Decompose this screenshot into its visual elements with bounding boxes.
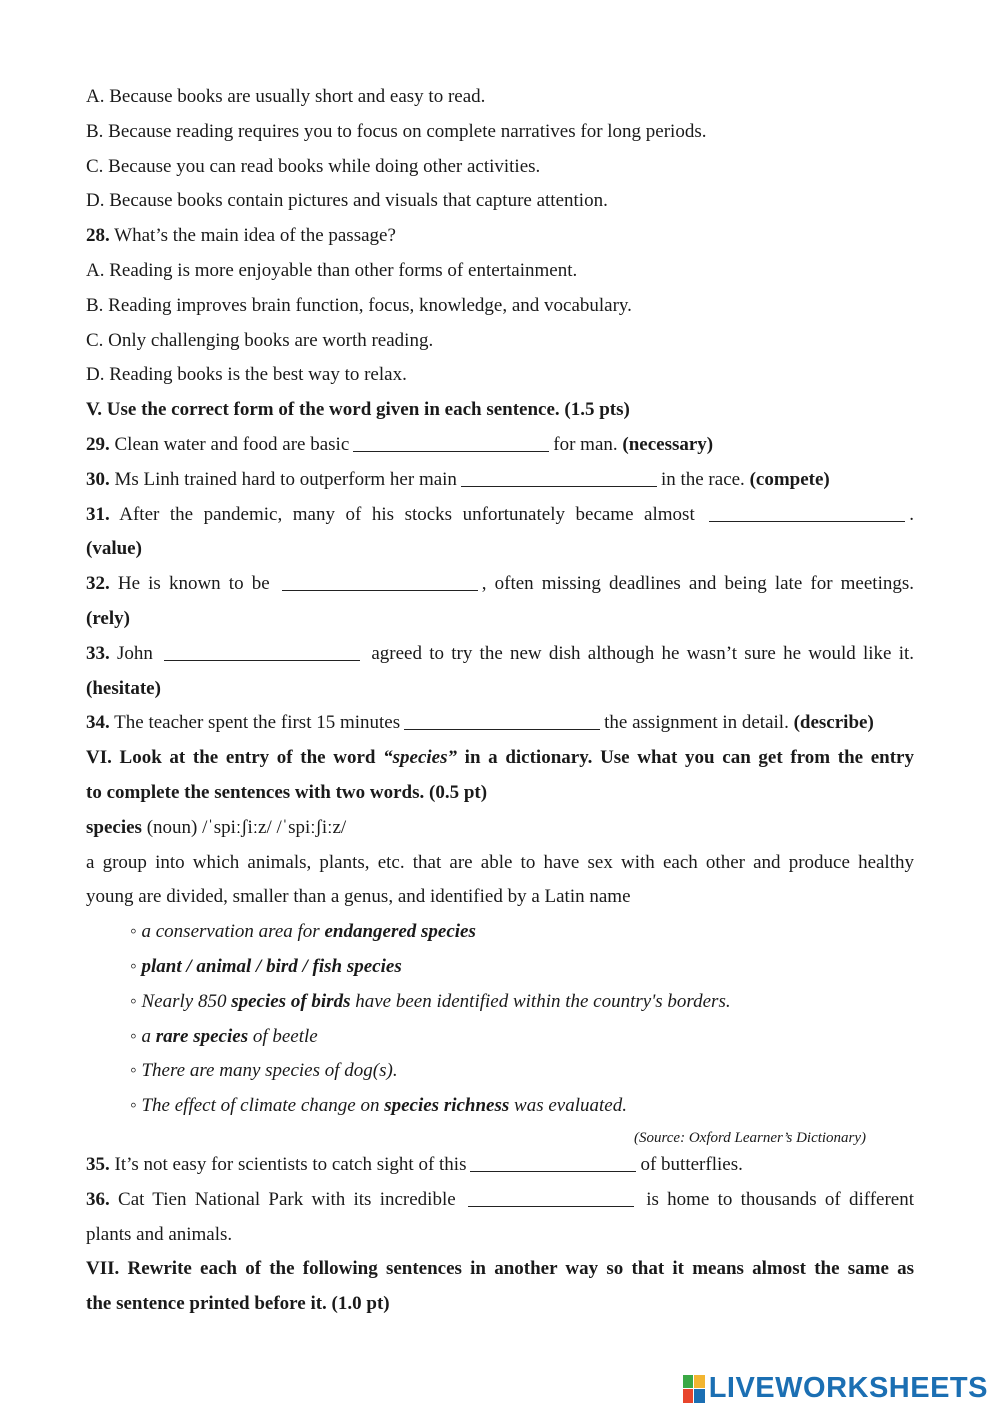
example-6-post: was evaluated.	[509, 1095, 627, 1117]
q32-after: , often missing deadlines and being late for meetings.	[481, 573, 914, 595]
q34-answer-blank[interactable]	[404, 728, 600, 730]
example-3-bold: species of birds	[231, 990, 351, 1012]
q36-answer-blank[interactable]	[468, 1205, 634, 1207]
q35-answer-blank[interactable]	[470, 1170, 636, 1172]
entry-definition-2: young are divided, smaller than a genus, and identified by a Latin name	[86, 886, 631, 908]
q32-before: He is known to be	[117, 573, 270, 595]
section-7-heading-1: VII. Rewrite each of the following sentences in another way so that it means almost the same as	[86, 1258, 914, 1280]
q30-number: 30.	[86, 468, 110, 490]
q33-before: John	[116, 642, 153, 664]
liveworksheets-logo-text: LIVEWORKSHEETS	[708, 1372, 988, 1404]
q27-option-d: D. Because books contain pictures and visuals that capture attention.	[86, 190, 608, 212]
q29-number: 29.	[86, 433, 110, 455]
q31-word: (value)	[86, 538, 142, 560]
q29-before: Clean water and food are basic	[114, 433, 350, 455]
q32-number: 32.	[86, 573, 110, 595]
entry-pronunciation: (noun) /ˈspiːʃiːz/ /ˈspiːʃiːz/	[141, 816, 347, 838]
example-1	[86, 915, 914, 950]
q34-before: The teacher spent the first 15 minutes	[114, 712, 401, 734]
q34	[86, 706, 914, 741]
example-1-text: ◦ a conservation area for	[130, 921, 325, 943]
q31-number: 31.	[86, 503, 110, 525]
example-6-bold: species richness	[384, 1095, 510, 1117]
example-4-bold: rare species	[155, 1025, 249, 1047]
example-3-text: ◦ Nearly 850	[130, 990, 232, 1012]
q28-option-d: D. Reading books is the best way to relax.	[86, 364, 407, 386]
q30-answer-blank[interactable]	[461, 485, 657, 487]
q36-number: 36.	[86, 1188, 110, 1210]
section-6-heading-word: “species”	[383, 747, 458, 769]
section-6-heading-a: VI. Look at the entry of the word	[86, 747, 384, 769]
example-4-text: ◦ a	[130, 1025, 156, 1047]
q31-after: .	[909, 503, 915, 525]
entry-word: species	[86, 816, 142, 838]
q32-answer-blank[interactable]	[282, 589, 478, 591]
q36-after: is home to thousands of different	[646, 1188, 915, 1210]
liveworksheets-logo-icon	[683, 1375, 705, 1403]
example-4-post: of beetle	[248, 1025, 318, 1047]
q29-word: (necessary)	[622, 433, 714, 455]
q34-after: the assignment in detail.	[604, 712, 789, 734]
example-2-text: ◦	[130, 955, 142, 977]
q28-text: What’s the main idea of the passage?	[114, 225, 396, 247]
q31-answer-blank[interactable]	[709, 520, 905, 522]
q27-option-a: A. Because books are usually short and easy to read.	[86, 86, 486, 107]
example-3	[86, 985, 914, 1020]
liveworksheets-logo[interactable]	[683, 1372, 988, 1405]
dictionary-source: (Source: Oxford Learner’s Dictionary)	[634, 1130, 867, 1146]
example-2	[86, 950, 914, 985]
q36	[86, 1183, 914, 1218]
q32-word: (rely)	[86, 607, 130, 629]
q27-option-b: B. Because reading requires you to focus on complete narratives for long periods.	[86, 120, 707, 142]
q33-number: 33.	[86, 642, 110, 664]
example-4	[86, 1020, 914, 1055]
q36-line2: plants and animals.	[86, 1223, 233, 1245]
example-2-bold: plant / animal / bird / fish species	[141, 955, 402, 977]
q29-after: for man.	[553, 433, 618, 455]
q28-question	[86, 219, 914, 254]
example-6	[86, 1089, 914, 1124]
dictionary-entry	[86, 811, 914, 846]
q31-before: After the pandemic, many of his stocks unfortunately became almost	[119, 503, 695, 525]
q34-number: 34.	[86, 712, 110, 734]
q35-before: It’s not easy for scientists to catch sight of this	[114, 1153, 467, 1175]
q28-option-a: A. Reading is more enjoyable than other forms of entertainment.	[86, 259, 578, 281]
q30	[86, 463, 914, 498]
section-6-heading	[86, 741, 914, 776]
q33	[86, 637, 914, 672]
example-5: ◦ There are many species of dog(s).	[130, 1060, 398, 1082]
q30-before: Ms Linh trained hard to outperform her main	[114, 468, 457, 490]
q36-before: Cat Tien National Park with its incredible	[118, 1188, 456, 1210]
q35	[86, 1148, 914, 1183]
q35-number: 35.	[86, 1153, 110, 1175]
q29-answer-blank[interactable]	[353, 450, 549, 452]
section-5-heading: V. Use the correct form of the word given in each sentence. (1.5 pts)	[86, 399, 630, 421]
q35-after: of butterflies.	[640, 1153, 743, 1175]
section-6-heading-line2: to complete the sentences with two words. (0.5 pt)	[86, 781, 488, 803]
q28-option-b: B. Reading improves brain function, focus, knowledge, and vocabulary.	[86, 294, 632, 316]
q32	[86, 567, 914, 602]
q27-option-c: C. Because you can read books while doing other activities.	[86, 155, 541, 177]
example-3-post: have been identified within the country's borders.	[350, 990, 731, 1012]
example-6-text: ◦ The effect of climate change on	[130, 1095, 385, 1117]
entry-definition-1: a group into which animals, plants, etc. that are able to have sex with each other and produce healthy	[86, 851, 914, 873]
q30-word: (compete)	[749, 468, 830, 490]
q33-after: agreed to try the new dish although he wasn’t sure he would like it.	[371, 642, 915, 664]
q28-option-c: C. Only challenging books are worth reading.	[86, 329, 434, 351]
q33-answer-blank[interactable]	[164, 659, 360, 661]
section-6-heading-b: in a dictionary. Use what you can get from the entry	[457, 747, 914, 769]
q28-number: 28.	[86, 225, 110, 247]
q30-after: in the race.	[660, 468, 745, 490]
q31	[86, 498, 914, 533]
q34-word: (describe)	[793, 712, 874, 734]
section-7-heading-2: the sentence printed before it. (1.0 pt)	[86, 1293, 390, 1315]
q33-word: (hesitate)	[86, 677, 161, 699]
example-1-bold: endangered species	[324, 921, 476, 943]
q29	[86, 428, 914, 463]
